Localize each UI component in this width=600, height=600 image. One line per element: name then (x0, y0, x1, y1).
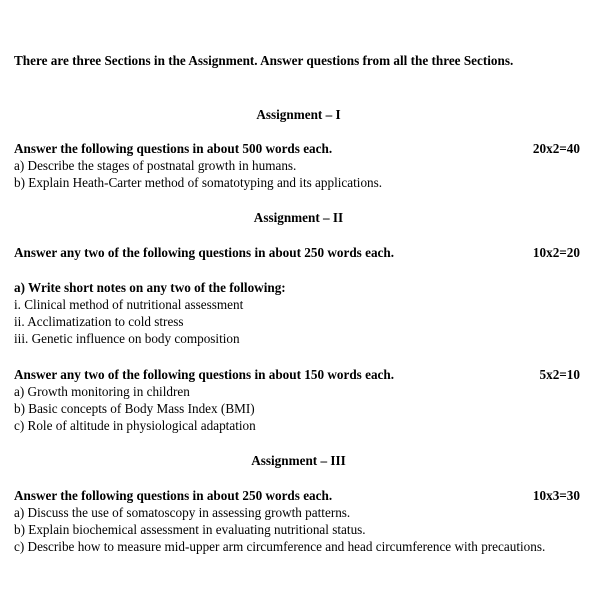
section-3-marks: 10x3=30 (532, 488, 580, 503)
section-2-item2-c: c) Role of altitude in physiological adaptation (14, 418, 256, 433)
section-2-instruction2-row (14, 366, 583, 383)
section-2-item2-a: a) Growth monitoring in children (14, 384, 190, 399)
section-2-instruction2: Answer any two of the following questions in about 150 words each. (14, 367, 395, 382)
section-1-item-a: a) Describe the stages of postnatal growth in humans. (14, 158, 297, 173)
section-3-title: Assignment – III (251, 453, 346, 468)
section-3-instruction: Answer the following questions in about 250 words each. (14, 488, 333, 503)
section-2-instruction-row (14, 244, 583, 261)
section-2-marks2: 5x2=10 (539, 367, 580, 382)
section-3-item-a: a) Discuss the use of somatoscopy in assessing growth patterns. (14, 505, 351, 520)
section-1-instruction-row (14, 140, 583, 157)
section-3-instruction-row (14, 487, 583, 504)
section-2-item-i: i. Clinical method of nutritional assessment (14, 297, 244, 312)
section-3-item-b: b) Explain biochemical assessment in evaluating nutritional status. (14, 522, 366, 537)
section-2-item-iii: iii. Genetic influence on body composition (14, 331, 240, 346)
section-1-title: Assignment – I (256, 107, 341, 122)
intro-text: There are three Sections in the Assignment. Answer questions from all the three Sections. (14, 53, 514, 68)
section-1-item-b: b) Explain Heath-Carter method of somatotyping and its applications. (14, 175, 383, 190)
section-2-subheading: a) Write short notes on any two of the following: (14, 280, 286, 295)
section-2-item-ii: ii. Acclimatization to cold stress (14, 314, 184, 329)
section-1-instruction: Answer the following questions in about 500 words each. (14, 141, 333, 156)
section-2-instruction: Answer any two of the following questions in about 250 words each. (14, 245, 395, 260)
section-2-item2-b: b) Basic concepts of Body Mass Index (BMI) (14, 401, 255, 416)
section-3-item-c: c) Describe how to measure mid-upper arm circumference and head circumference with precautions. (14, 539, 546, 554)
section-2-marks: 10x2=20 (532, 245, 580, 260)
section-1-marks: 20x2=40 (532, 141, 580, 156)
section-2-title: Assignment – II (253, 210, 344, 225)
